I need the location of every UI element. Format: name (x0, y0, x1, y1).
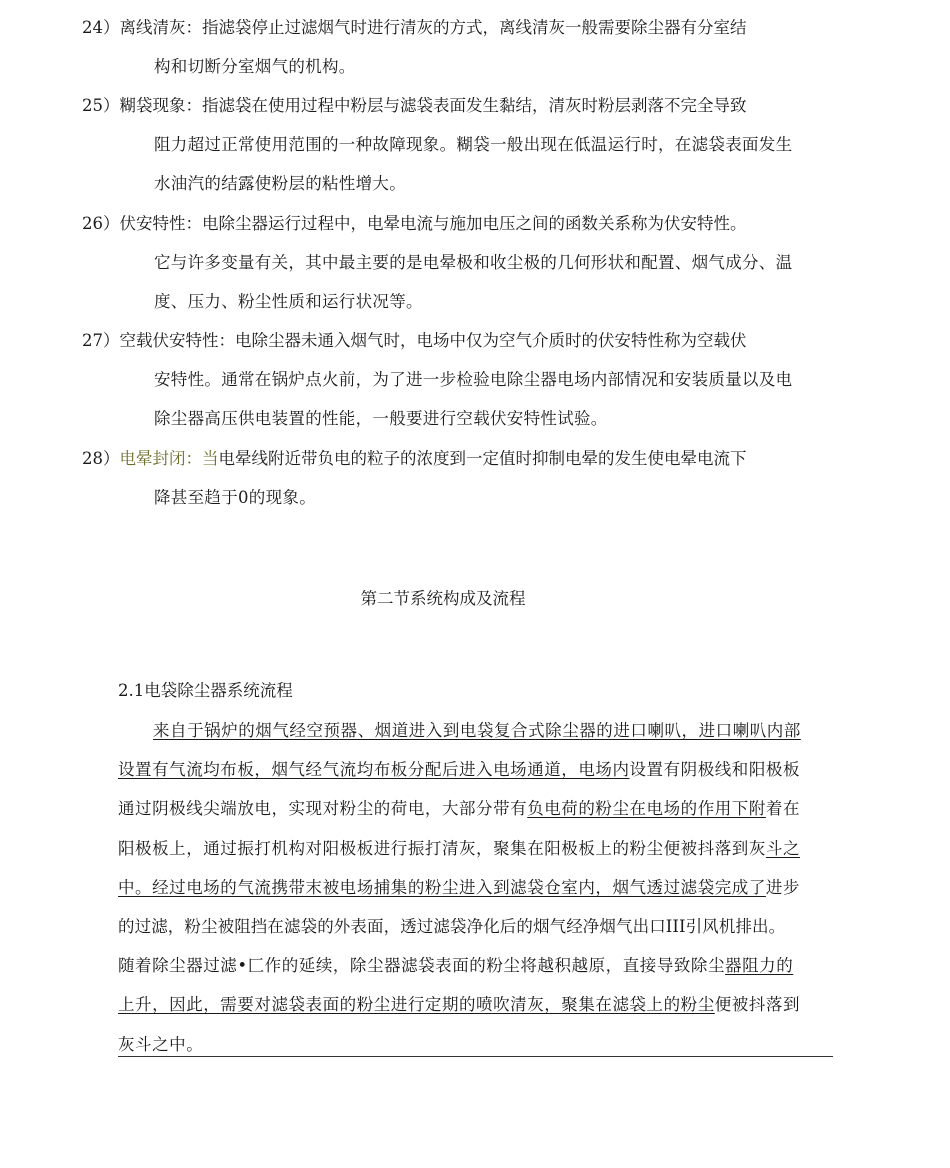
definition-item-28 (82, 439, 838, 517)
paragraph-line: 设置有气流均布板，烟气经气流均布板分配后进入电场通道，电场内设置有阴极线和阳极板 (118, 760, 800, 780)
definition-line: 安特性。通常在锅炉点火前，为了进一步检验电除尘器电场内部情况和安装质量以及电 (154, 370, 793, 389)
definition-item-27 (82, 321, 838, 438)
definition-item-25 (82, 86, 838, 203)
definition-line: 阻力超过正常使用范围的一种故障现象。糊袋一般出现在低温运行时，在滤袋表面发生 (154, 135, 793, 154)
paragraph-line: 的过滤，粉尘被阻挡在滤袋的外表面，透过滤袋净化后的烟气经净烟气出口III引风机排出。 (118, 917, 786, 937)
horizontal-rule (118, 1056, 833, 1057)
body-paragraph (118, 711, 848, 1064)
definition-line: 27）空载伏安特性：电除尘器未通入烟气时，电场中仅为空气介质时的伏安特性称为空载伏 (82, 321, 838, 360)
paragraph-line: 阳极板上，通过振打机构对阳极板进行振打清灰，聚集在阳极板上的粉尘便被抖落到灰斗之 (118, 838, 801, 858)
definition-item-26 (82, 204, 838, 321)
definition-line: 它与许多变量有关，其中最主要的是电晕极和收尘极的几何形状和配置、烟气成分、温 (154, 253, 793, 272)
paragraph-line: 中。经过电场的气流携带末被电场捕集的粉尘进入到滤袋仓室内，烟气透过滤袋完成了进步 (118, 877, 801, 897)
item-number: 24） (82, 18, 120, 37)
definition-line: 24）离线清灰：指滤袋停止过滤烟气时进行清灰的方式，离线清灰一般需要除尘器有分室结 (82, 8, 838, 47)
definition-line: 度、压力、粉尘性质和运行状况等。 (154, 292, 423, 311)
paragraph-line: 来自于锅炉的烟气经空预器、烟道进入到电袋复合式除尘器的进口喇叭，进口喇叭内部 (153, 721, 801, 740)
definition-line: 构和切断分室烟气的机构。 (154, 57, 356, 76)
definition-line: 降甚至趋于0的现象。 (154, 488, 316, 507)
item-number: 28） (82, 449, 120, 468)
definition-line: 26）伏安特性：电除尘器运行过程中，电晕电流与施加电压之间的函数关系称为伏安特性。 (82, 204, 838, 243)
definition-line: 除尘器高压供电装置的性能，一般要进行空载伏安特性试验。 (154, 409, 608, 428)
paragraph-line: 上升，因此，需要对滤袋表面的粉尘进行定期的喷吹清灰，聚集在滤袋上的粉尘便被抖落到 (118, 995, 800, 1015)
definition-line: 水油汽的结露使粉层的粘性增大。 (154, 174, 406, 193)
item-number: 26） (82, 214, 120, 233)
definition-line: 28）电晕封闭：当电晕线附近带负电的粒子的浓度到一定值时抑制电晕的发生使电晕电流下 (82, 439, 838, 478)
paragraph-line: 随着除尘器过滤•匚作的延续，除尘器滤袋表面的粉尘将越积越原，直接导致除尘器阻力的 (118, 956, 794, 976)
paragraph-line: 灰斗之中。 (118, 1034, 204, 1054)
definition-line: 25）糊袋现象：指滤袋在使用过程中粉层与滤袋表面发生黏结，清灰时粉层剥落不完全导致 (82, 86, 838, 125)
definition-item-24 (82, 8, 838, 86)
subsection-heading: 2.1电袋除尘器系统流程 (118, 681, 293, 700)
paragraph-line: 通过阴极线尖端放电，实现对粉尘的荷电，大部分带有负电荷的粉尘在电场的作用下附着在 (118, 799, 801, 819)
item-number: 25） (82, 96, 120, 115)
section-title: 第二节系统构成及流程 (360, 589, 526, 608)
item-number: 27） (82, 331, 120, 350)
highlighted-term: 电晕封闭：当 (119, 449, 219, 468)
